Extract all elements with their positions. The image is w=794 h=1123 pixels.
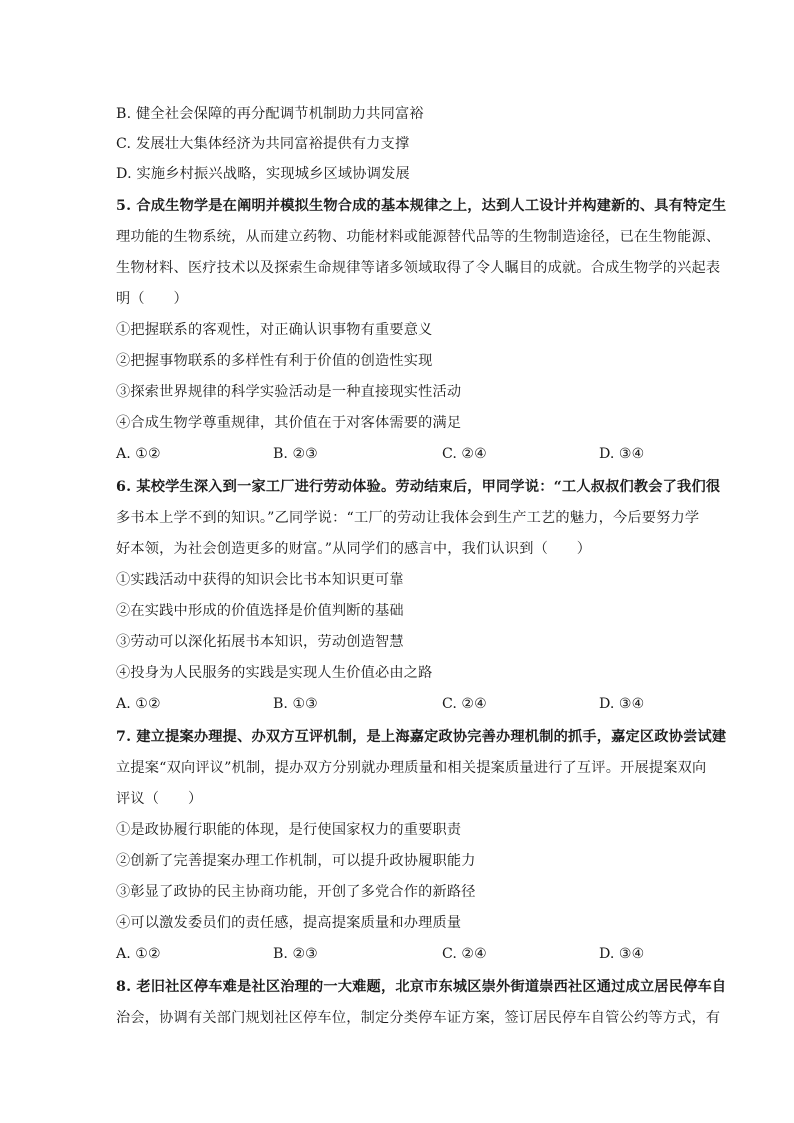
q4-option-c: C. 发展壮大集体经济为共同富裕提供有力支撑 [116,136,410,152]
q7-choices [116,944,706,964]
q6-stem-line-2: 多书本上学不到的知识。”乙同学说：“工厂的劳动让我体会到生产工艺的魅力，今后要努力学 [116,510,700,526]
q7-statement-4: ④可以激发委员们的责任感，提高提案质量和办理质量 [116,915,462,931]
q7-stem-line-3: 评议（ ） [116,791,203,807]
q5-choice-c: C. ②④ [442,446,487,462]
q6-stem-line-3: 好本领，为社会创造更多的财富。”从同学们的感言中，我们认识到（ ） [116,541,592,557]
q7-stem-line-2: 立提案“双向评议”机制，提办双方分别就办理质量和相关提案质量进行了互评。开展提案双向 [116,760,707,776]
q5-choice-a: A. ①② [116,446,161,462]
q6-choice-a: A. ①② [116,696,161,712]
q5-statement-3: ③探索世界规律的科学实验活动是一种直接现实性活动 [116,384,462,400]
q7-stem-line-1: 7. 建立提案办理提、办双方互评机制，是上海嘉定政协完善办理机制的抓手，嘉定区政协尝试建 [116,729,727,745]
q7-statement-3: ③彰显了政协的民主协商功能，开创了多党合作的新路径 [116,884,476,900]
q7-choice-d: D. ③④ [599,946,645,962]
q8-stem-line-1: 8. 老旧社区停车难是社区治理的一大难题，北京市东城区崇外街道崇西社区通过成立居民停车自 [116,979,727,995]
q6-choice-c: C. ②④ [442,696,487,712]
q5-statement-2: ②把握事物联系的多样性有利于价值的创造性实现 [116,353,433,369]
q5-stem-line-2: 理功能的生物系统，从而建立药物、功能材料或能源替代品等的生物制造途径，已在生物能源、 [116,229,721,245]
q6-statement-1: ①实践活动中获得的知识会比书本知识更可靠 [116,572,404,588]
q6-choice-d: D. ③④ [599,696,645,712]
q5-stem-line-4: 明（ ） [116,291,188,307]
q4-option-b: B. 健全社会保障的再分配调节机制助力共同富裕 [116,106,424,122]
q7-choice-a: A. ①② [116,946,161,962]
q5-statement-4: ④合成生物学尊重规律，其价值在于对客体需要的满足 [116,415,462,431]
q7-statement-2: ②创新了完善提案办理工作机制，可以提升政协履职能力 [116,853,476,869]
q5-choice-d: D. ③④ [599,446,645,462]
q4-option-d: D. 实施乡村振兴战略，实现城乡区域协调发展 [116,166,410,182]
q7-choice-c: C. ②④ [442,946,487,962]
q5-statement-1: ①把握联系的客观性，对正确认识事物有重要意义 [116,322,433,338]
q7-choice-b: B. ②③ [273,946,318,962]
q8-stem-line-2: 治会，协调有关部门规划社区停车位，制定分类停车证方案，签订居民停车自管公约等方式，有 [116,1010,721,1026]
q6-statement-3: ③劳动可以深化拓展书本知识，劳动创造智慧 [116,634,404,650]
q6-choices [116,694,706,714]
q5-choices [116,444,706,464]
q6-stem-line-1: 6. 某校学生深入到一家工厂进行劳动体验。劳动结束后，甲同学说：“工人叔叔们教会了我们很 [116,479,721,495]
q6-statement-2: ②在实践中形成的价值选择是价值判断的基础 [116,603,404,619]
q6-choice-b: B. ①③ [273,696,318,712]
q6-statement-4: ④投身为人民服务的实践是实现人生价值必由之路 [116,665,433,681]
q7-statement-1: ①是政协履行职能的体现，是行使国家权力的重要职责 [116,822,462,838]
q5-choice-b: B. ②③ [273,446,318,462]
q5-stem-line-1: 5. 合成生物学是在阐明并模拟生物合成的基本规律之上，达到人工设计并构建新的、具有特定生 [116,198,727,214]
q5-stem-line-3: 生物材料、医疗技术以及探索生命规律等诸多领域取得了令人瞩目的成就。合成生物学的兴起表 [116,260,721,276]
